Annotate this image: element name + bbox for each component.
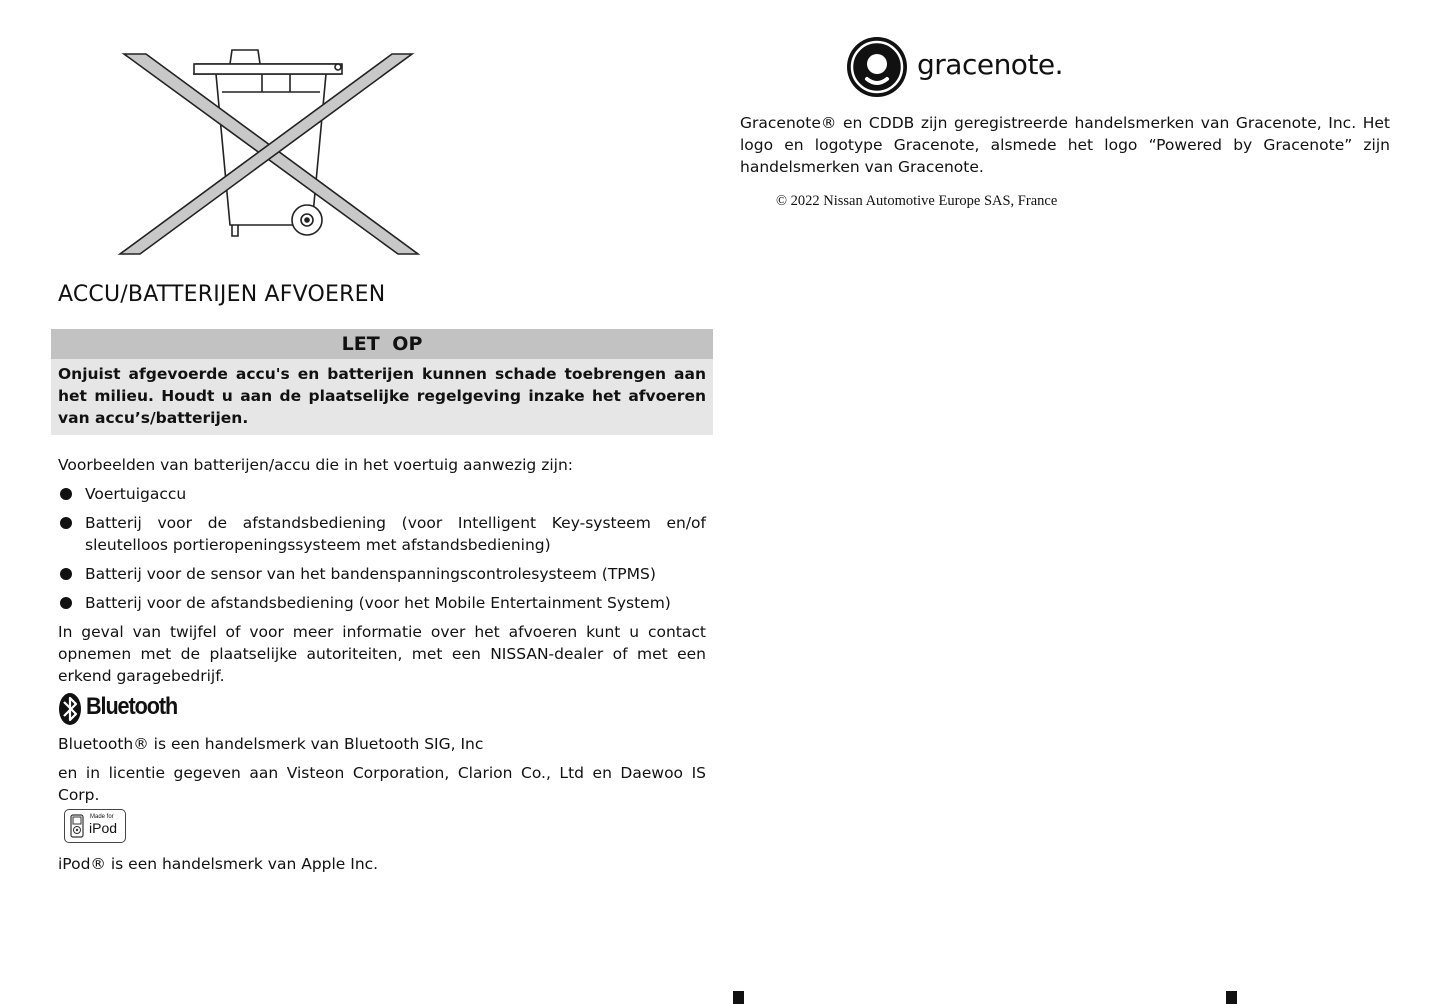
caution-text: Onjuist afgevoerde accu's en batterijen kunnen schade toebrengen aan het milieu. Houdt u aan de plaatselijke regelgeving inzake het afvoeren van accu’s/batterijen. <box>51 359 713 435</box>
bullet-icon <box>60 488 72 500</box>
battery-intro: Voorbeelden van batterijen/accu die in het voertuig aanwezig zijn: <box>58 456 573 474</box>
bullet-icon <box>60 597 72 609</box>
crop-mark <box>733 991 744 1004</box>
disposal-info: In geval van twijfel of voor meer informatie over het afvoeren kunt u contact opnemen met de plaatselijke autoriteiten, met een NISSAN-dealer of met een erkend garagebedrijf. <box>58 623 706 685</box>
ipod-trademark: iPod® is een handelsmerk van Apple Inc. <box>58 855 379 873</box>
bullet-icon <box>60 568 72 580</box>
section-title: ACCU/BATTERIJEN AFVOEREN <box>58 282 386 307</box>
bluetooth-license: en in licentie gegeven aan Visteon Corporation, Clarion Co., Ltd en Daewoo IS Corp. <box>58 764 706 804</box>
list-item: Batterij voor de afstandsbediening (voor het Mobile Entertainment System) <box>58 592 706 614</box>
list-item: Batterij voor de afstandsbediening (voor Intelligent Key-systeem en/of sleutelloos portieropeningssysteem met afstandsbediening) <box>58 512 706 556</box>
battery-list <box>58 483 706 621</box>
ipod-icon <box>70 814 84 838</box>
gracenote-logo-icon <box>845 35 909 99</box>
bluetooth-icon <box>58 692 84 726</box>
list-item: Batterij voor de sensor van het bandenspanningscontrolesysteem (TPMS) <box>58 563 706 585</box>
gracenote-logo-text: gracenote. <box>917 48 1064 81</box>
list-item: Voertuigaccu <box>58 483 706 505</box>
caution-header: LET OP <box>51 329 713 359</box>
bluetooth-logo-text: Bluetooth <box>86 693 178 720</box>
caution-box <box>51 329 713 435</box>
bluetooth-trademark: Bluetooth® is een handelsmerk van Bluetooth SIG, Inc <box>58 735 484 753</box>
bullet-icon <box>60 517 72 529</box>
gracenote-trademark: Gracenote® en CDDB zijn geregistreerde handelsmerken van Gracenote, Inc. Het logo en logotype Gracenote, alsmede het logo “Powered by Gracenote” zijn handelsmerken van Gracenote. <box>740 114 1390 176</box>
ipod-badge-text: iPod <box>89 820 118 836</box>
crossed-out-bin-icon <box>112 40 426 262</box>
ipod-badge-small-text: Made for <box>90 814 114 820</box>
copyright-line: © 2022 Nissan Automotive Europe SAS, France <box>776 193 1058 209</box>
crop-mark <box>1226 991 1237 1004</box>
